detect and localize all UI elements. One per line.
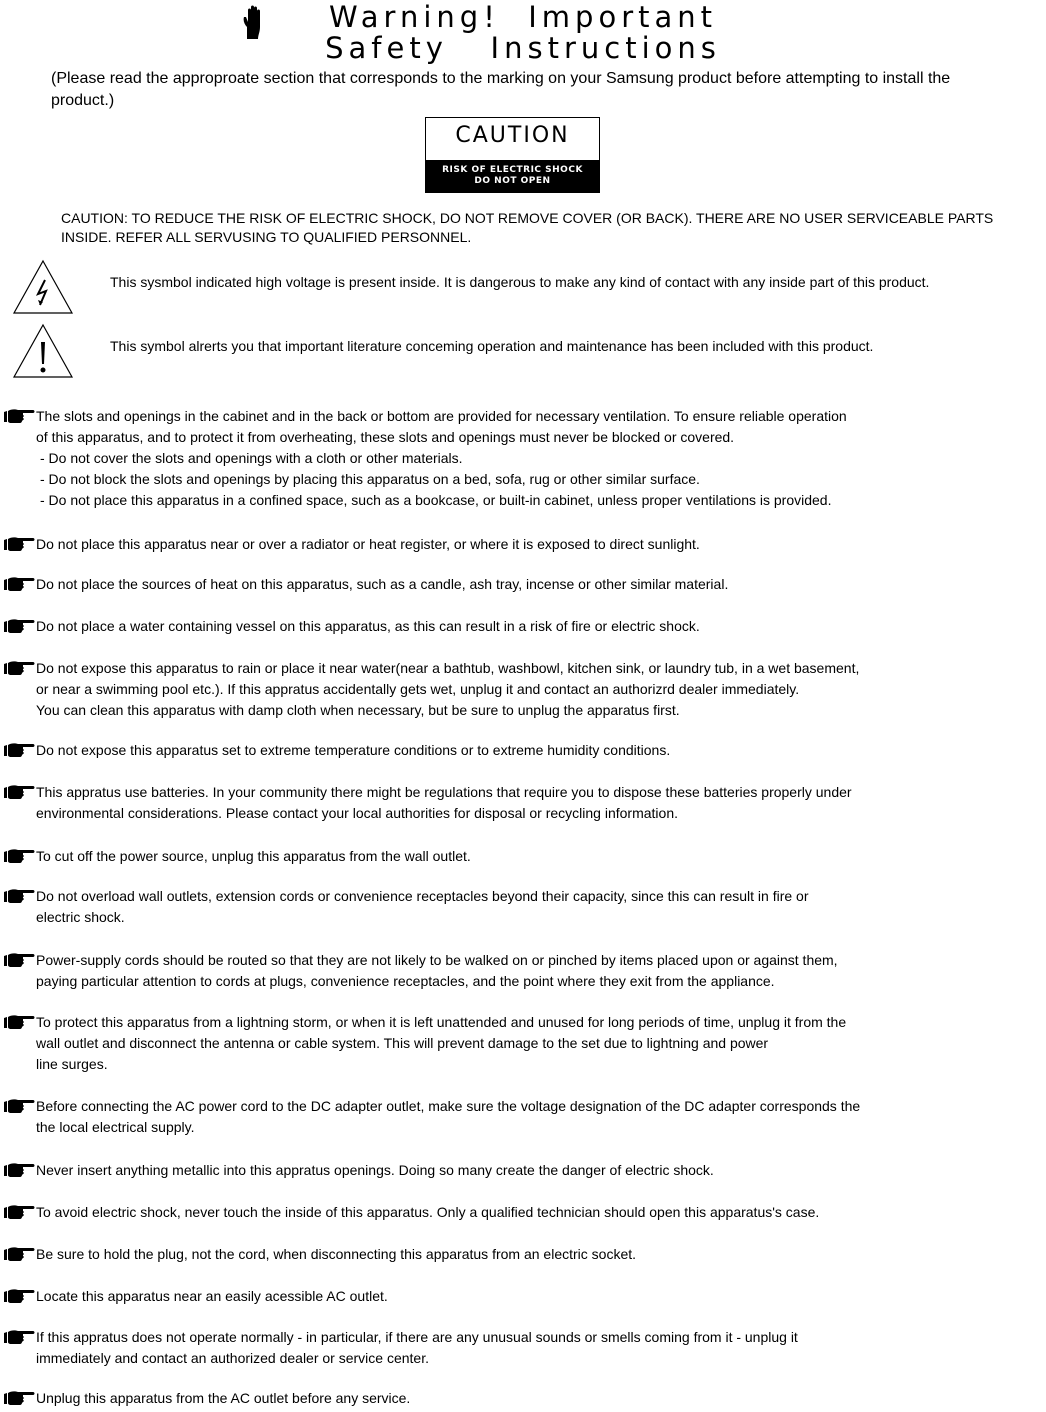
list-item-line: Before connecting the AC power cord to the DC adapter outlet, make sure the voltage designation of the DC adapter corresponds the: [36, 1098, 861, 1114]
pointing-hand-icon: [3, 536, 35, 552]
list-item-line: Power-supply cords should be routed so that they are not likely to be walked on or pinched by items placed upon or against them,: [36, 952, 838, 968]
list-item-line: Do not place this apparatus near or over a radiator or heat register, or where it is exposed to direct sunlight.: [36, 536, 700, 552]
pointing-hand-icon: [3, 1288, 35, 1304]
list-item-line: Do not expose this apparatus to rain or place it near water(near a bathtub, washbowl, kitchen sink, or laundry tub, in a wet basement,: [36, 660, 860, 676]
caution-label: [425, 117, 600, 193]
page-title: Warning! Important: [328, 0, 718, 34]
list-item-line: To protect this apparatus from a lightning storm, or when it is left unattended and unused for long periods of time, unplug it from the: [36, 1014, 847, 1030]
list-item-line: If this appratus does not operate normally - in particular, if there are any unusual sounds or smells coming from it - unplug it: [36, 1329, 798, 1345]
exclamation-triangle-icon: [11, 322, 75, 378]
pointing-hand-icon: [3, 1329, 35, 1345]
list-item-line: Never insert anything metallic into this appratus openings. Doing so many create the danger of electric shock.: [36, 1162, 714, 1178]
list-item-line: Locate this apparatus near an easily acessible AC outlet.: [36, 1288, 388, 1304]
pointing-hand-icon: [3, 888, 35, 904]
list-item-text: [36, 950, 1046, 992]
list-item-line: of this apparatus, and to protect it from overheating, these slots and openings must never be blocked or covered.: [36, 429, 735, 445]
list-item-line: To avoid electric shock, never touch the inside of this apparatus. Only a qualified technician should open this apparatus's case.: [36, 1204, 820, 1220]
list-item-line: immediately and contact an authorized dealer or service center.: [36, 1350, 429, 1366]
caution-band: [426, 160, 599, 192]
list-item-text: [36, 1012, 1046, 1075]
pointing-hand-icon: [3, 784, 35, 800]
pointing-hand-icon: [3, 660, 35, 676]
list-item-line: Unplug this apparatus from the AC outlet before any service.: [36, 1390, 411, 1406]
list-item-text: [36, 534, 1046, 555]
list-item-line: Do not expose this apparatus set to extreme temperature conditions or to extreme humidity conditions.: [36, 742, 671, 758]
list-item-line: This appratus use batteries. In your community there might be regulations that require you to dispose these batteries properly under: [36, 784, 852, 800]
list-item-line: - Do not cover the slots and openings with a cloth or other materials.: [40, 450, 463, 466]
list-item-text: [36, 406, 1046, 511]
list-item-text: [36, 1327, 1046, 1369]
list-item-text: [36, 1160, 1046, 1181]
list-item-text: [36, 1096, 1046, 1138]
caution-band-line2: DO NOT OPEN: [474, 176, 551, 186]
list-item-line: - Do not place this apparatus in a confined space, such as a bookcase, or built-in cabinet, unless proper ventilations is provided.: [40, 492, 832, 508]
list-item-text: [36, 1244, 1046, 1265]
list-item-text: [36, 782, 1046, 824]
list-item-line: Be sure to hold the plug, not the cord, when disconnecting this apparatus from an electric socket.: [36, 1246, 637, 1262]
pointing-hand-icon: [3, 952, 35, 968]
list-item-line: environmental considerations. Please contact your local authorities for disposal or recycling information.: [36, 805, 678, 821]
pointing-hand-icon: [3, 1204, 35, 1220]
intro-text: (Please read the approproate section that corresponds to the marking on your Samsung product before attempting to install the product.): [51, 70, 951, 109]
list-item-line: wall outlet and disconnect the antenna or cable system. This will prevent damage to the set due to lightning and power: [36, 1035, 769, 1051]
caution-heading: CAUTION: [455, 123, 570, 148]
pointing-hand-icon: [3, 408, 35, 424]
list-item-text: [36, 1388, 1046, 1409]
list-item-line: Do not overload wall outlets, extension cords or convenience receptacles beyond their capacity, since this can result in fire or: [36, 888, 809, 904]
pointing-hand-icon: [3, 848, 35, 864]
lightning-triangle-icon: [11, 258, 75, 314]
list-item-text: [36, 846, 1046, 867]
symbol-text-high-voltage: This sysmbol indicated high voltage is present inside. It is dangerous to make any kind of contact with any inside part of this product.: [110, 274, 930, 290]
list-item-line: Do not place the sources of heat on this apparatus, such as a candle, ash tray, incense or other similar material.: [36, 576, 729, 592]
list-item-text: [36, 740, 1046, 761]
pointing-hand-icon: [3, 618, 35, 634]
list-item-line: To cut off the power source, unplug this apparatus from the wall outlet.: [36, 848, 471, 864]
list-item-text: [36, 658, 1046, 721]
list-item-text: [36, 886, 1046, 928]
list-item-line: paying particular attention to cords at plugs, convenience receptacles, and the point where they exit from the appliance.: [36, 973, 775, 989]
list-item-line: You can clean this apparatus with damp cloth when necessary, but be sure to unplug the apparatus first.: [36, 702, 680, 718]
caution-band-line1: RISK OF ELECTRIC SHOCK: [442, 165, 583, 175]
page-subtitle: Safety Instructions: [325, 31, 721, 65]
list-item-text: [36, 1286, 1046, 1307]
pointing-hand-icon: [3, 1014, 35, 1030]
list-item-text: [36, 574, 1046, 595]
list-item-text: [36, 616, 1046, 637]
pointing-hand-icon: [3, 1162, 35, 1178]
pointing-hand-icon: [3, 1098, 35, 1114]
list-item-line: Do not place a water containing vessel on this apparatus, as this can result in a risk of fire or electric shock.: [36, 618, 700, 634]
caution-statement: CAUTION: TO REDUCE THE RISK OF ELECTRIC SHOCK, DO NOT REMOVE COVER (OR BACK). THERE ARE NO USER SERVICEABLE PARTS INSIDE. REFER ALL SERVUSING TO QUALIFIED PERSONNEL.: [61, 210, 994, 245]
pointing-hand-icon: [3, 1390, 35, 1406]
pointing-hand-icon: [3, 742, 35, 758]
pointing-hand-icon: [3, 576, 35, 592]
list-item-text: [36, 1202, 1046, 1223]
list-item-line: - Do not block the slots and openings by placing this apparatus on a bed, sofa, rug or other similar surface.: [40, 471, 700, 487]
symbol-text-literature: This symbol alrerts you that important literature conceming operation and maintenance has been included with this product.: [110, 338, 874, 354]
list-item-line: electric shock.: [36, 909, 125, 925]
pointing-hand-icon: [3, 1246, 35, 1262]
list-item-line: the local electrical supply.: [36, 1119, 195, 1135]
list-item-line: The slots and openings in the cabinet and in the back or bottom are provided for necessary ventilation. To ensure reliable operation: [36, 408, 847, 424]
list-item-line: or near a swimming pool etc.). If this appratus accidentally gets wet, unplug it and contact an authorizrd dealer immediately.: [36, 681, 800, 697]
list-item-line: line surges.: [36, 1056, 108, 1072]
